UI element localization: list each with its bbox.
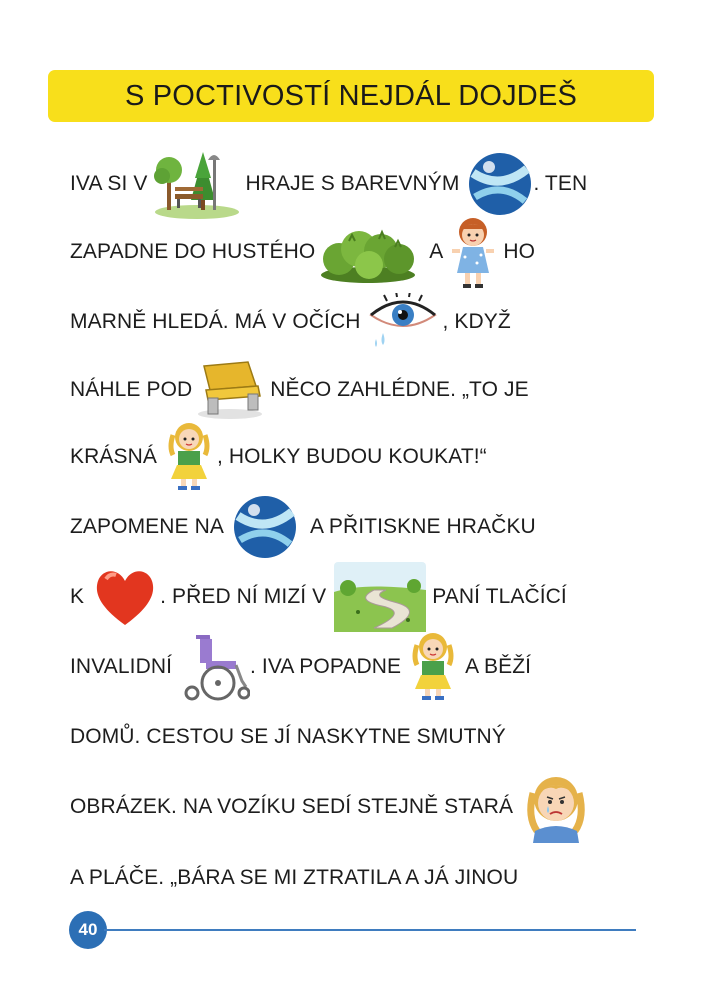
- text-line-1: [70, 149, 587, 219]
- bench-icon: [196, 360, 264, 420]
- line-2-part-3: HO: [503, 240, 536, 263]
- title-bar: [48, 70, 654, 122]
- line-2-part-2: A: [429, 240, 444, 263]
- line-7-part-3: PANÍ TLAČÍCÍ: [432, 585, 567, 608]
- wheelchair-icon: [178, 631, 250, 703]
- park-icon: [153, 148, 241, 220]
- line-7-part-2: . PŘED NÍ MIZÍ V: [160, 585, 327, 608]
- line-8-part-2: . IVA POPADNE: [250, 655, 402, 678]
- line-8-part-3: A BĚŽÍ: [465, 655, 532, 678]
- doll-icon: [407, 631, 459, 703]
- ball-icon: [232, 494, 298, 560]
- line-11-part-1: A PLÁČE. „BÁRA SE MI ZTRATILA A JÁ JINOU: [70, 866, 519, 889]
- page-number: 40: [69, 911, 107, 949]
- text-line-11: [70, 843, 518, 913]
- page-title: S POCTIVOSTÍ NEJDÁL DOJDEŠ: [124, 79, 578, 112]
- line-10-part-1: OBRÁZEK. NA VOZÍKU SEDÍ STEJNĚ STARÁ: [70, 795, 514, 818]
- eye-tear-icon: [367, 293, 439, 351]
- text-line-7: [70, 562, 567, 632]
- footer-divider: [104, 929, 636, 931]
- line-2-part-1: ZAPADNE DO HUSTÉHO: [70, 240, 316, 263]
- line-1-part-3: . TEN: [533, 172, 588, 195]
- line-8-part-1: INVALIDNÍ: [70, 655, 173, 678]
- line-7-part-1: K: [70, 585, 85, 608]
- line-9-part-1: DOMŮ. CESTOU SE JÍ NASKYTNE SMUTNÝ: [70, 725, 506, 748]
- line-4-part-2: NĚCO ZAHLÉDNE. „TO JE: [270, 378, 529, 401]
- line-4-part-1: NÁHLE POD: [70, 378, 193, 401]
- text-line-8: [70, 632, 531, 702]
- text-line-3: [70, 287, 511, 357]
- bush-icon: [319, 221, 417, 283]
- line-6-part-1: ZAPOMENE NA: [70, 515, 224, 538]
- line-6-part-2: A PŘITISKNE HRAČKU: [309, 515, 536, 538]
- line-3-part-1: MARNĚ HLEDÁ. MÁ V OČÍCH: [70, 310, 361, 333]
- line-5-part-2: , HOLKY BUDOU KOUKAT!“: [216, 445, 487, 468]
- path-icon: [334, 562, 426, 632]
- line-1-part-2: HRAJE S BAREVNÝM: [245, 172, 460, 195]
- text-line-6: [70, 492, 536, 562]
- ball-icon: [467, 151, 533, 217]
- text-line-2: [70, 217, 535, 287]
- line-5-part-1: KRÁSNÁ: [70, 445, 157, 468]
- text-line-10: [70, 772, 589, 842]
- sad-girl-icon: [523, 771, 589, 843]
- line-1-part-1: IVA SI V: [70, 172, 148, 195]
- text-line-5: [70, 422, 487, 492]
- line-3-part-2: , KDYŽ: [442, 310, 511, 333]
- heart-icon: [92, 565, 158, 629]
- text-line-9: [70, 702, 506, 772]
- text-line-4: [70, 355, 529, 425]
- doll-icon: [163, 421, 215, 493]
- girl-icon: [449, 215, 497, 289]
